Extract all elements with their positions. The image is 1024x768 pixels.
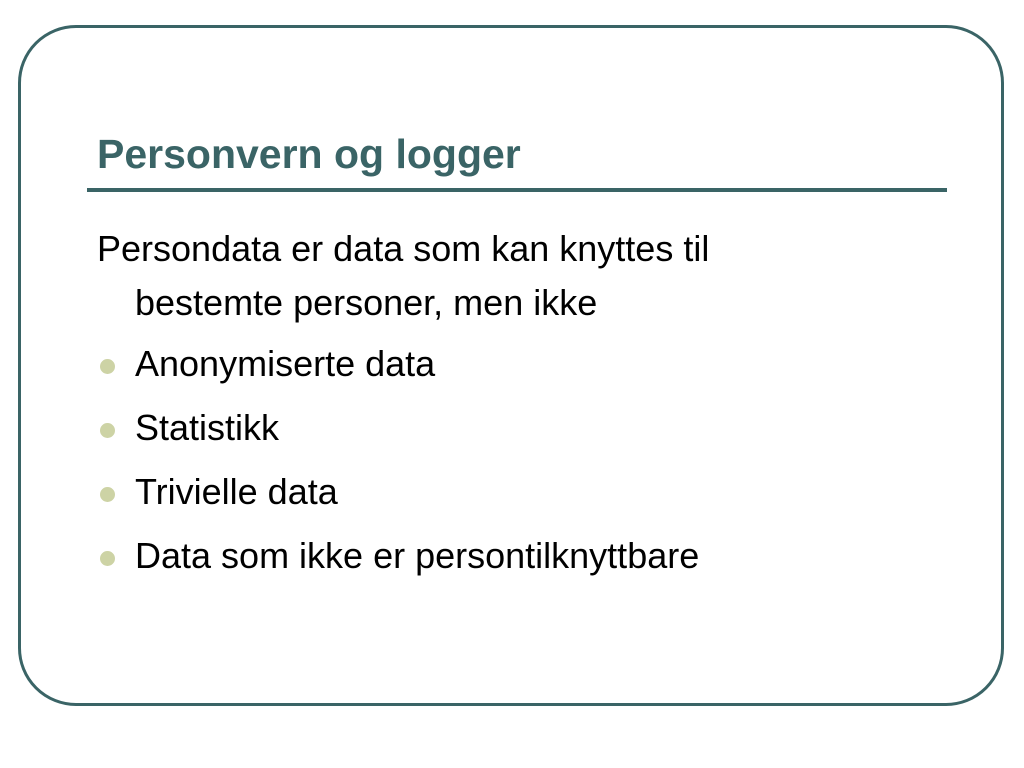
list-item-label: Statistikk (135, 407, 280, 448)
title-underline (87, 188, 947, 192)
bullet-dot-icon (100, 551, 115, 566)
bullet-dot-icon (100, 423, 115, 438)
bullet-dot-icon (100, 487, 115, 502)
intro-line-2: bestemte personer, men ikke (135, 282, 598, 323)
bullet-dot-icon (100, 359, 115, 374)
list-item-label: Anonymiserte data (135, 343, 436, 384)
intro-line-1: Persondata er data som kan knyttes til (97, 228, 710, 269)
list-item-label: Data som ikke er persontilknyttbare (135, 535, 700, 576)
list-item-label: Trivielle data (135, 471, 338, 512)
slide-title: Personvern og logger (97, 131, 521, 177)
intro-paragraph (97, 222, 877, 330)
